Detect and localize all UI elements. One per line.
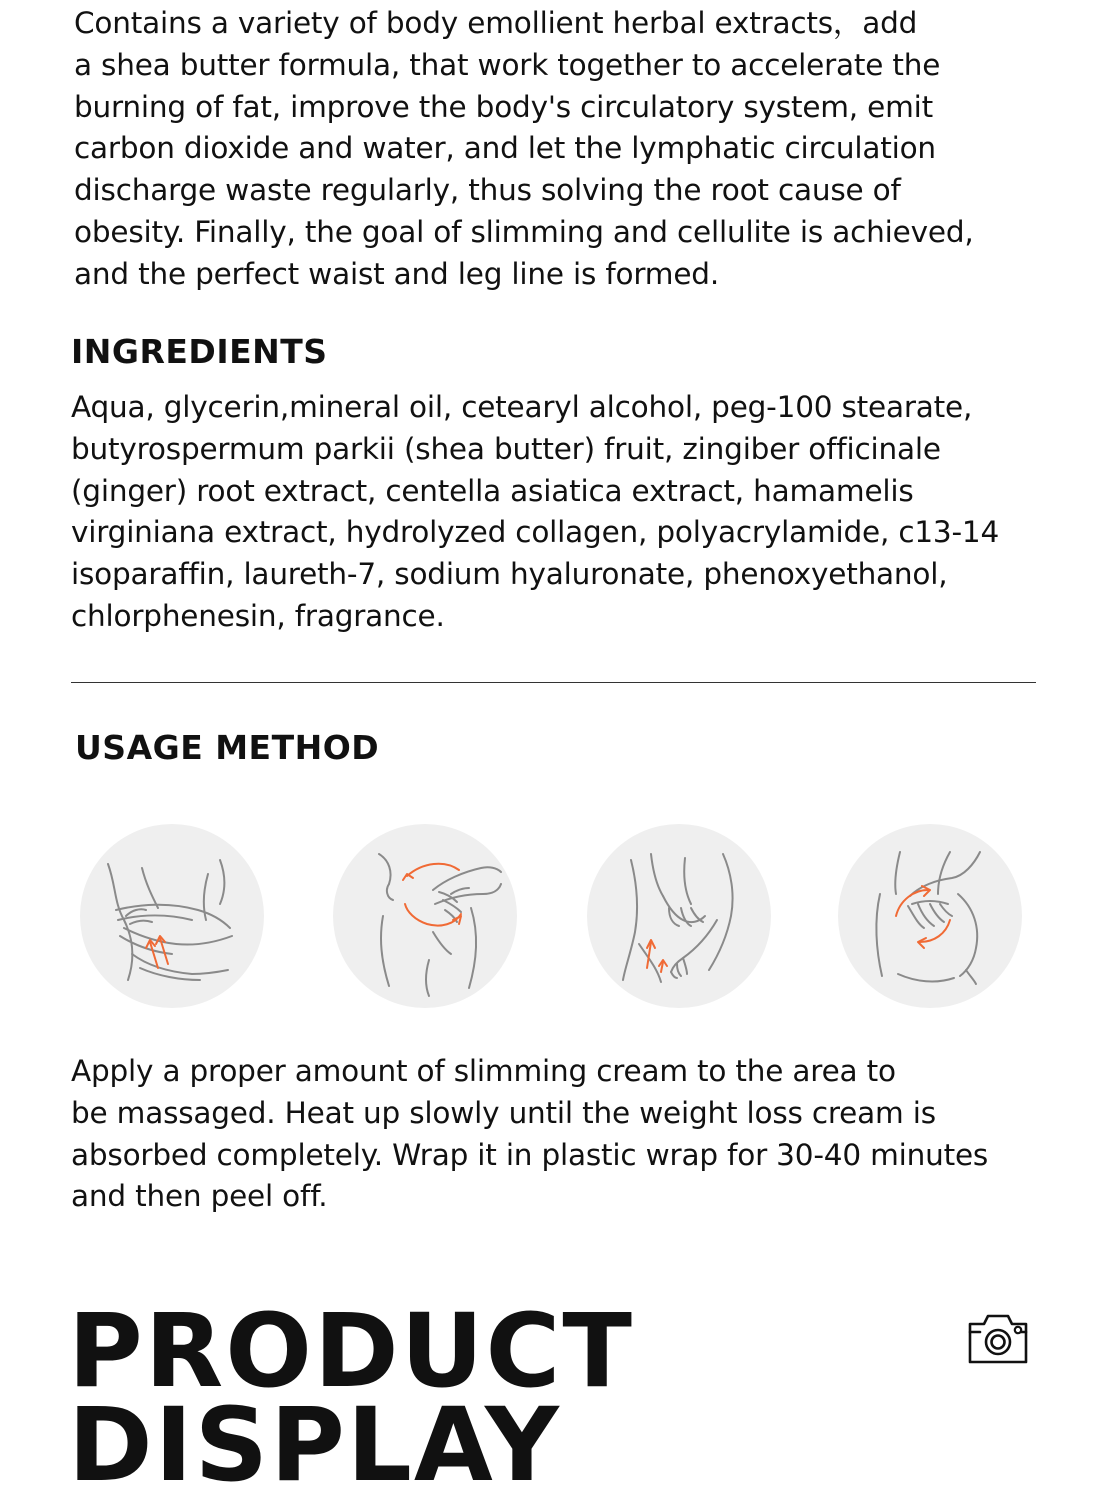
camera-icon bbox=[966, 1310, 1030, 1368]
usage-line: Apply a proper amount of slimming cream to the area to bbox=[71, 1054, 896, 1088]
massage-buttock-icon bbox=[838, 824, 1022, 1008]
ingredients-heading: INGREDIENTS bbox=[71, 332, 328, 371]
usage-line: and then peel off. bbox=[71, 1179, 328, 1214]
intro-line: carbon dioxide and water, and let the lymphatic circulation bbox=[74, 131, 936, 166]
massage-arm-icon bbox=[80, 824, 264, 1008]
ingredients-line: butyrospermum parkii (shea butter) fruit, zingiber officinale bbox=[71, 431, 941, 466]
usage-step-2 bbox=[333, 824, 517, 1008]
ingredients-line: virginiana extract, hydrolyzed collagen, polyacrylamide, c13-14 bbox=[71, 515, 1000, 550]
ingredients-line: isoparaffin, laureth-7, sodium hyaluronate, phenoxyethanol, bbox=[71, 557, 948, 592]
usage-heading: USAGE METHOD bbox=[75, 728, 380, 767]
intro-line: and the perfect waist and leg line is formed. bbox=[74, 256, 719, 291]
usage-instructions bbox=[71, 1051, 988, 1218]
ingredients-list bbox=[71, 387, 999, 638]
intro-paragraph bbox=[74, 3, 974, 296]
ingredients-line: chlorphenesin, fragrance. bbox=[71, 598, 445, 633]
massage-abdomen-icon bbox=[333, 824, 517, 1008]
usage-line: be massaged. Heat up slowly until the weight loss cream is bbox=[71, 1095, 936, 1130]
product-display-title-line-1: PRODUCT bbox=[68, 1292, 634, 1411]
intro-line: discharge waste regularly, thus solving the root cause of bbox=[74, 173, 901, 208]
section-divider bbox=[71, 682, 1036, 683]
usage-step-3 bbox=[587, 824, 771, 1008]
ingredients-line: (ginger) root extract, centella asiatica extract, hamamelis bbox=[71, 473, 914, 508]
usage-step-1 bbox=[80, 824, 264, 1008]
intro-line: a shea butter formula, that work together to accelerate the bbox=[74, 47, 941, 82]
intro-line: burning of fat, improve the body's circulatory system, emit bbox=[74, 89, 934, 124]
intro-line: obesity. Finally, the goal of slimming and cellulite is achieved, bbox=[74, 214, 974, 249]
product-display-title-line-2: DISPLAY bbox=[68, 1386, 561, 1505]
intro-line: Contains a variety of body emollient herbal extracts，add bbox=[74, 6, 918, 40]
ingredients-line: Aqua, glycerin,mineral oil, cetearyl alcohol, peg-100 stearate, bbox=[71, 390, 973, 424]
usage-line: absorbed completely. Wrap it in plastic wrap for 30-40 minutes bbox=[71, 1137, 989, 1172]
usage-step-4 bbox=[838, 824, 1022, 1008]
massage-leg-icon bbox=[587, 824, 771, 1008]
